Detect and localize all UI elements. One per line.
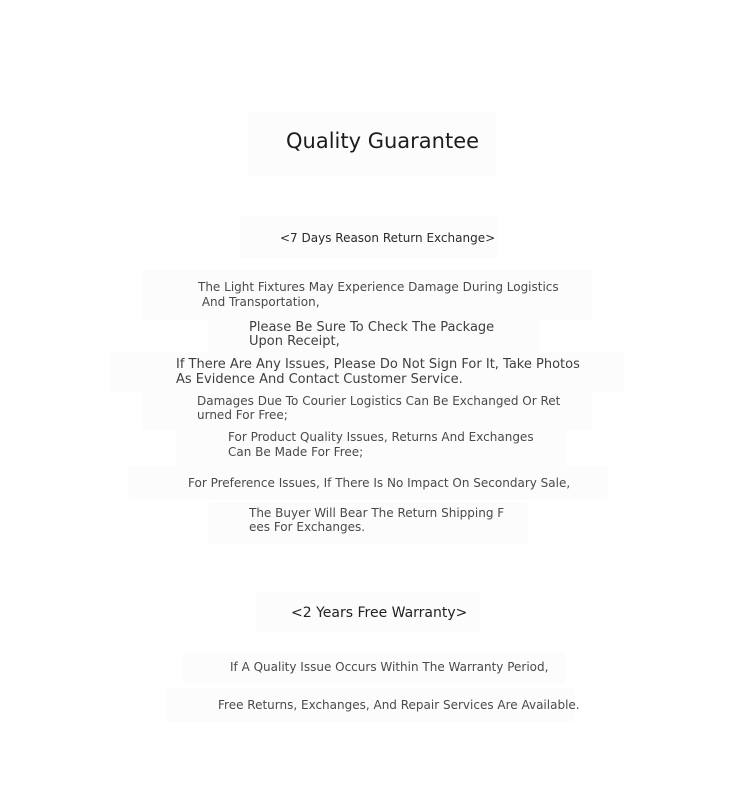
courier-line-1: Damages Due To Courier Logistics Can Be Exchanged Or Ret — [197, 394, 561, 408]
exchange-section-heading: <7 Days Reason Return Exchange> — [280, 231, 496, 245]
check-line-1: Please Be Sure To Check The Package — [249, 320, 495, 335]
issues-line-2: As Evidence And Contact Customer Service. — [176, 372, 463, 387]
damage-line-1: The Light Fixtures May Experience Damage During Logistics — [198, 280, 559, 294]
courier-line-2: urned For Free; — [197, 408, 288, 422]
quality-line-2: Can Be Made For Free; — [228, 445, 364, 459]
warranty-section-heading: <2 Years Free Warranty> — [291, 605, 468, 621]
buyer-line-1: The Buyer Will Bear The Return Shipping F — [249, 506, 505, 520]
buyer-line-2: ees For Exchanges. — [249, 520, 366, 534]
page-title: Quality Guarantee — [286, 129, 480, 153]
issues-line-1: If There Are Any Issues, Please Do Not Sign For It, Take Photos — [176, 357, 580, 372]
damage-line-2: And Transportation, — [198, 295, 320, 309]
warranty-line-1: If A Quality Issue Occurs Within The Warranty Period, — [230, 660, 549, 674]
quality-line-1: For Product Quality Issues, Returns And Exchanges — [228, 430, 534, 444]
preference-line: For Preference Issues, If There Is No Impact On Secondary Sale, — [188, 476, 571, 490]
check-line-2: Upon Receipt, — [249, 334, 340, 349]
warranty-line-2: Free Returns, Exchanges, And Repair Services Are Available. — [218, 698, 580, 712]
